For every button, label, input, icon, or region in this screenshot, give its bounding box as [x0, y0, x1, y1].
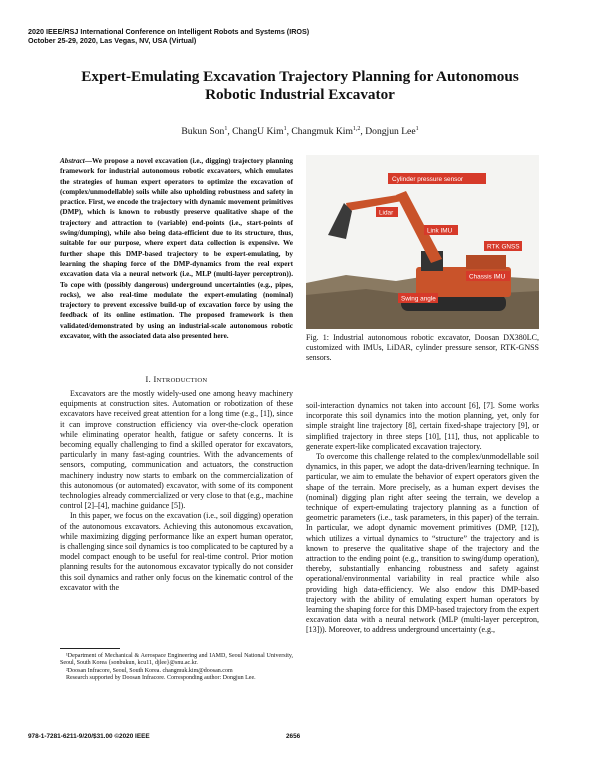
label-text-swing: Swing angle [401, 295, 436, 303]
section-heading-introduction [60, 375, 293, 384]
conference-line-2: October 25-29, 2020, Las Vegas, NV, USA (Virtual) [28, 36, 197, 45]
abstract-label: Abstract [60, 157, 85, 165]
right-paragraph-2: To overcome this challenge related to the complex/unmodellable soil dynamics, in this paper, we adopt the data-driven/learning technique. In particular, we aim to emulate the behavior of expert operators given the shape of the terrain. More precisely, as a human expert devises the (nominal) digging plan right after seeing the terrain, we develop a technique of expert-emulating trajectory planning as a function of geometric parameters (i.e., task parameters, in this paper) of the terrain. In particular, we adopt dynamic movement primitives (DMP, [12]), which utilizes a virtual dynamics to “structure” the trajectory and is known to preserve the qualitative shape of the trajectory and the attraction to the ending point (e.g., transition to swing/dump operation), thereby, substantially enhancing robustness and safety against operational/environmental variability in real practice while also providing high data-efficiency. We also endow this DMP-based trajectory with the ability of emulating expert human operators by learning the shaping force for this DMP-based trajectory from the expert excavation data with a neural network (MLP (multi-layer perceptron, [13])). Moreover, to address underground uncertainty (e.g., [306, 452, 539, 635]
excavator-counterweight [466, 255, 506, 269]
sensor-label-cylinder [388, 173, 486, 184]
abstract [60, 156, 293, 341]
author-1-affil: 1 [224, 125, 228, 132]
author-2: ChangU Kim [232, 126, 284, 137]
author-2-affil: 1 [283, 125, 287, 132]
title-line-1: Expert-Emulating Excavation Trajectory Planning for Autonomous [81, 68, 519, 85]
section-heading-first-letter: I [153, 375, 157, 384]
footnote-funding: Research supported by Doosan Infracore. Corresponding author: Dongjun Lee. [66, 675, 256, 682]
sensor-label-chassis-imu [466, 271, 510, 281]
footnote-rule [60, 648, 120, 649]
abstract-dash: — [84, 157, 92, 165]
page-number: 2656 [286, 733, 301, 740]
intro-paragraph-2: In this paper, we focus on the excavation (i.e., soil digging) operation of the autonomous excavators. Achieving this autonomous excavation, while maximizing digging performance like an expert human operator, is challenging since soil dynamics is too complicated to be captured by a model compact enough to be useful for real-time control. Prior motion planning results for the autonomous excavator typically do not consider this soil dynamics and rather only focus on the kinematic control of the excavator with the [60, 511, 293, 592]
excavator-figure [306, 155, 539, 329]
excavator-photo [306, 155, 539, 329]
section-numeral: I. [145, 375, 152, 384]
footnote-affiliation-2: ²Doosan Infracore, Seoul, South Korea. changmuk.kim@doosan.com [66, 667, 233, 674]
author-1: Bukun Son [181, 126, 225, 137]
title-line-2: Robotic Industrial Excavator [205, 86, 395, 103]
conference-header [28, 27, 309, 45]
label-text-rtk: RTK GNSS [487, 243, 520, 251]
conference-line-1: 2020 IEEE/RSJ International Conference on Intelligent Robots and Systems (IROS) [28, 27, 310, 36]
author-4-affil: 1 [415, 125, 419, 132]
author-3: Changmuk Kim [291, 126, 353, 137]
label-text-lidar: Lidar [379, 209, 394, 217]
sensor-label-lidar [376, 207, 398, 217]
sensor-label-swing [398, 293, 438, 303]
footnotes [60, 653, 293, 683]
right-column-body [306, 401, 539, 636]
author-4: Dongjun Lee [365, 126, 416, 137]
label-text-cylinder: Cylinder pressure sensor [392, 176, 464, 183]
sensor-label-link-imu [424, 225, 458, 235]
figure-caption: Fig. 1: Industrial autonomous robotic excavator, Doosan DX380LC, customized with IMUs, LiDAR, cylinder pressure sensor, RTK-GNSS sensors. [306, 333, 539, 363]
paper-title [40, 68, 560, 104]
intro-paragraph-1: Excavators are the mostly widely-used one among heavy machinery equipments at construction sites. Automation or robotization of these excavators have received great attention for a long time (e.g., [1]), since it can improve construction efficiency via over-the-clock operation while eliminating operator health, fatigue or safety concerns. It is becoming equally challenging to find a skilled operator for excavators, particularly in many fast-aging countries. With the advancements of sensors, computing, communication and actuators, the construction machinery industry now starts to embark on the commercialization of this autonomous (or automated) excavator, with some of its component technologies already commercialized or very close to that (e.g., machine control [2]–[4], machine guidance [5]). [60, 389, 293, 511]
author-3-affil: 1,2 [352, 125, 361, 132]
sensor-label-rtk [484, 241, 522, 251]
label-text-link-imu: Link IMU [427, 227, 453, 235]
author-list: Bukun Son$^1$, ChangU Kim$^1$, Changmuk Kim$^{1,2}$, Dongjun Lee$^1$ [181, 125, 419, 137]
section-heading-rest: NTRODUCTION [156, 377, 208, 384]
right-paragraph-1: soil-interaction dynamics not taken into account [6], [7]. Some works incorporate this soil dynamics into the motion planning, yet, only for simple straight line trajectory [8], certain fixed-shape trajectory [9], or simplified trajectory in three steps [10], [11], thus, not applicable to generate expert-like complicated excavation trajectory. [306, 401, 539, 451]
abstract-text: We propose a novel excavation (i.e., digging) trajectory planning framework for industrial autonomous robotic excavators, which emulates the strategies of human expert operators to optimize the excavation of (complex/unmodellable) soils while also upholding robustness and safety in practice. First, we encode the trajectory with dynamic movement primitives (DMP), which is known to robustly preserve qualitative shape of the trajectory and attraction to (variable) end-points (i.e., start-points of swing/dumping), while also being data-efficient due to its structure, thus, suitable for our purpose, where expert data collection is expensive. We further shape this DMP-based trajectory to be expert-emulating, by learning the shaping force of the DMP-dynamics from the real expert excavation data via a neural network (i.e., MLP (multi-layer perceptron)). To cope with (possibly dangerous) underground uncertainties (e.g., pipes, rocks), we also real-time modulate the expert-emulating (nominal) trajectory to prevent excessive build-up of excavation force by using the feedback of its online estimation. The proposed framework is then validated/demonstrated by using an industrial-scale autonomous robotic excavator, with the associated data also presented here. [60, 157, 293, 341]
left-column-body [60, 389, 293, 593]
footnote-affiliation-1: ¹Department of Mechanical & Aerospace Engineering and IAMD, Seoul National University, Seoul, South Korea {sonbukun, kcu11, djlee}@snu.ac.kr. [60, 653, 293, 667]
footer-isbn: 978-1-7281-6211-9/20/$31.00 ©2020 IEEE [28, 733, 150, 740]
label-text-chassis-imu: Chassis IMU [469, 273, 506, 281]
